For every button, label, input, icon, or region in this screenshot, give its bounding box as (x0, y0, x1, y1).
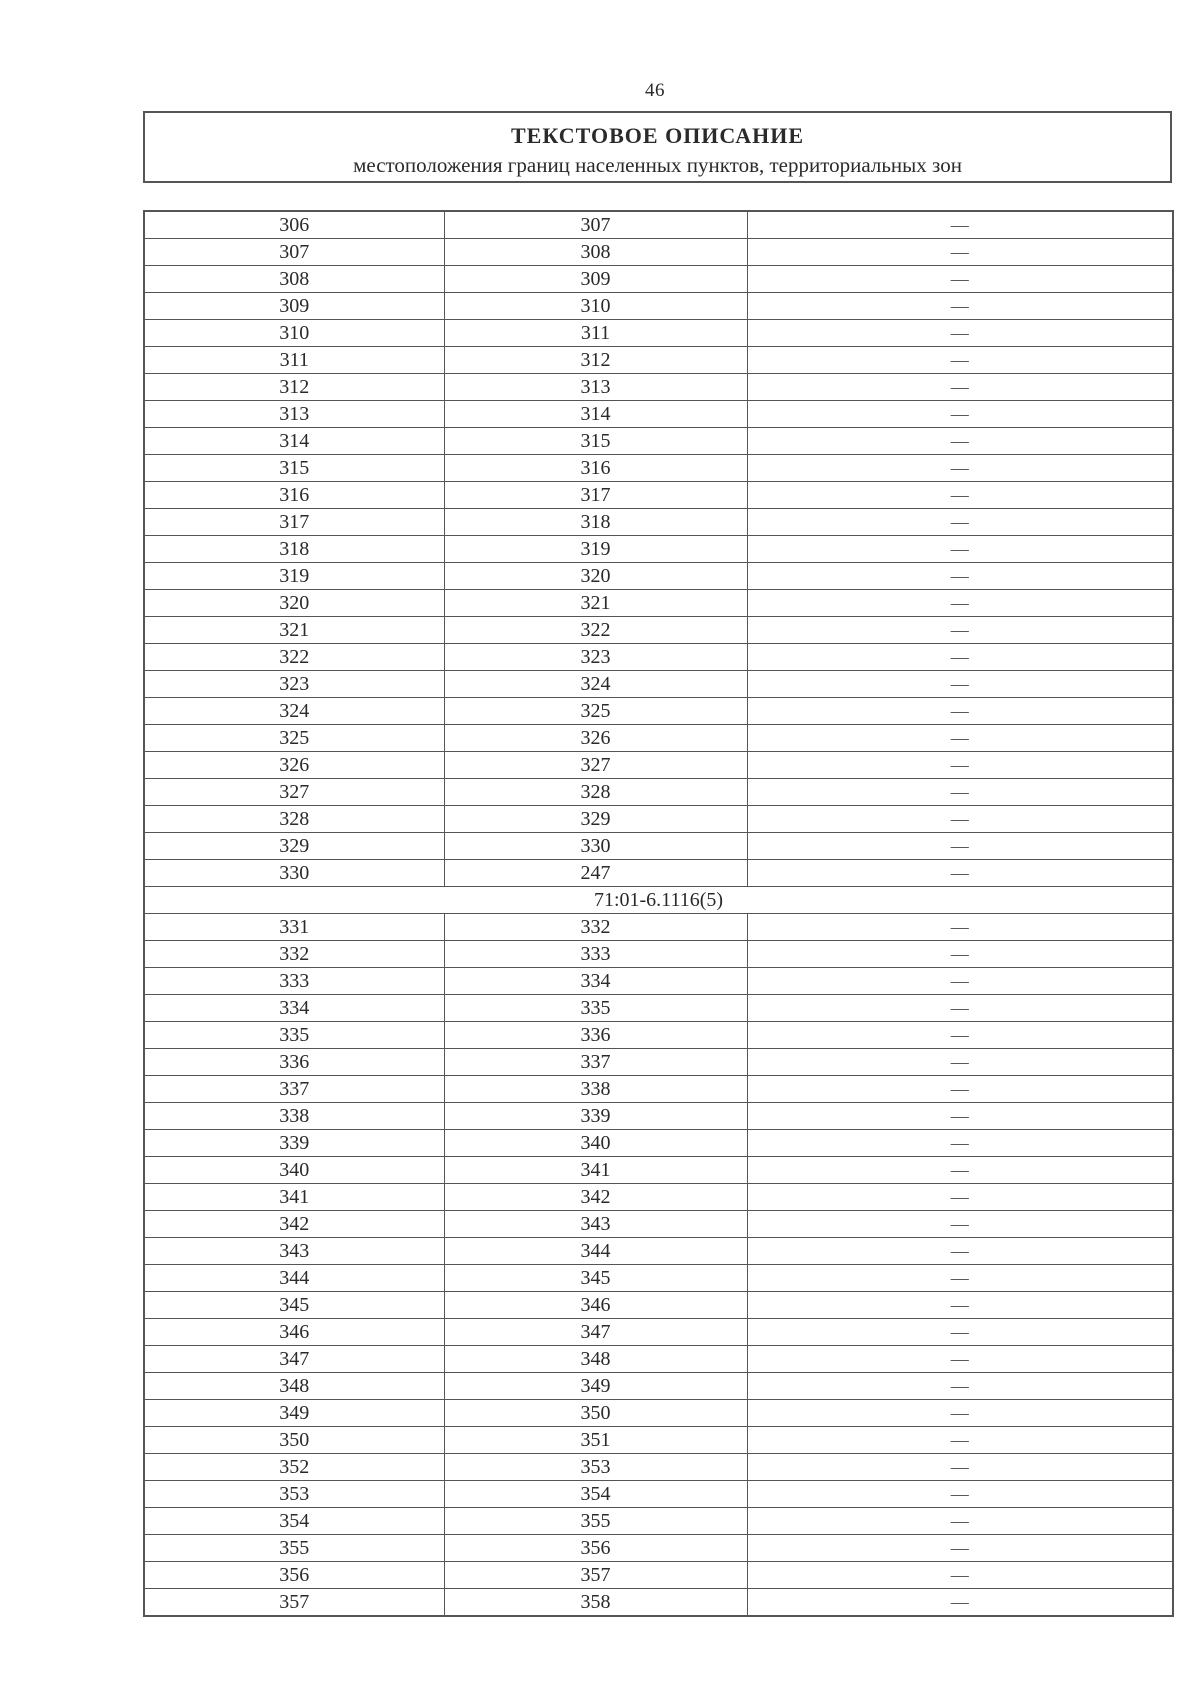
point-to-cell: 312 (444, 347, 747, 374)
point-from-cell: 308 (144, 266, 444, 293)
point-to-cell: 333 (444, 941, 747, 968)
point-from-cell: 352 (144, 1454, 444, 1481)
table-row (144, 698, 1173, 725)
description-cell: — (747, 698, 1173, 725)
table-row (144, 563, 1173, 590)
table-row (144, 806, 1173, 833)
boundary-points-table (143, 210, 1174, 1617)
point-from-cell: 318 (144, 536, 444, 563)
point-to-cell: 322 (444, 617, 747, 644)
point-from-cell: 353 (144, 1481, 444, 1508)
point-from-cell: 354 (144, 1508, 444, 1535)
point-from-cell: 311 (144, 347, 444, 374)
table-row (144, 347, 1173, 374)
table-row (144, 644, 1173, 671)
description-cell: — (747, 1562, 1173, 1589)
table-row (144, 1292, 1173, 1319)
description-cell: — (747, 779, 1173, 806)
description-cell: — (747, 1508, 1173, 1535)
point-from-cell: 340 (144, 1157, 444, 1184)
point-from-cell: 315 (144, 455, 444, 482)
point-to-cell: 349 (444, 1373, 747, 1400)
table-row (144, 239, 1173, 266)
point-from-cell: 310 (144, 320, 444, 347)
description-cell: — (747, 1211, 1173, 1238)
point-to-cell: 334 (444, 968, 747, 995)
table-row (144, 211, 1173, 239)
point-from-cell: 309 (144, 293, 444, 320)
description-cell: — (747, 293, 1173, 320)
point-from-cell: 356 (144, 1562, 444, 1589)
description-cell: — (747, 1130, 1173, 1157)
point-from-cell: 338 (144, 1103, 444, 1130)
point-to-cell: 326 (444, 725, 747, 752)
point-to-cell: 335 (444, 995, 747, 1022)
point-from-cell: 316 (144, 482, 444, 509)
point-from-cell: 319 (144, 563, 444, 590)
description-cell: — (747, 1373, 1173, 1400)
point-to-cell: 307 (444, 211, 747, 239)
description-cell: — (747, 1400, 1173, 1427)
point-to-cell: 342 (444, 1184, 747, 1211)
table-row (144, 1238, 1173, 1265)
document-header (143, 111, 1172, 183)
point-to-cell: 327 (444, 752, 747, 779)
table-row (144, 1211, 1173, 1238)
description-cell: — (747, 1589, 1173, 1617)
description-cell: — (747, 1184, 1173, 1211)
point-to-cell: 325 (444, 698, 747, 725)
table-row (144, 1184, 1173, 1211)
point-from-cell: 331 (144, 914, 444, 941)
description-cell: — (747, 374, 1173, 401)
table-row (144, 941, 1173, 968)
point-from-cell: 321 (144, 617, 444, 644)
table-row (144, 833, 1173, 860)
table-row (144, 266, 1173, 293)
description-cell: — (747, 968, 1173, 995)
description-cell: — (747, 671, 1173, 698)
description-cell: — (747, 482, 1173, 509)
table-row (144, 1022, 1173, 1049)
point-from-cell: 317 (144, 509, 444, 536)
table-row (144, 914, 1173, 941)
point-to-cell: 329 (444, 806, 747, 833)
point-from-cell: 320 (144, 590, 444, 617)
point-from-cell: 307 (144, 239, 444, 266)
table-row (144, 995, 1173, 1022)
table-row (144, 1076, 1173, 1103)
description-cell: — (747, 833, 1173, 860)
point-to-cell: 324 (444, 671, 747, 698)
description-cell: — (747, 509, 1173, 536)
table-row (144, 1454, 1173, 1481)
table-row (144, 536, 1173, 563)
point-to-cell: 315 (444, 428, 747, 455)
table-row (144, 725, 1173, 752)
description-cell: — (747, 1346, 1173, 1373)
point-from-cell: 343 (144, 1238, 444, 1265)
point-to-cell: 328 (444, 779, 747, 806)
point-from-cell: 347 (144, 1346, 444, 1373)
description-cell: — (747, 1265, 1173, 1292)
table-row (144, 779, 1173, 806)
point-to-cell: 332 (444, 914, 747, 941)
description-cell: — (747, 1076, 1173, 1103)
point-from-cell: 342 (144, 1211, 444, 1238)
description-cell: — (747, 1049, 1173, 1076)
point-to-cell: 319 (444, 536, 747, 563)
description-cell: — (747, 455, 1173, 482)
table-row (144, 1373, 1173, 1400)
description-cell: — (747, 1103, 1173, 1130)
point-to-cell: 317 (444, 482, 747, 509)
table-row (144, 509, 1173, 536)
point-from-cell: 332 (144, 941, 444, 968)
point-to-cell: 338 (444, 1076, 747, 1103)
point-to-cell: 345 (444, 1265, 747, 1292)
point-from-cell: 313 (144, 401, 444, 428)
point-to-cell: 348 (444, 1346, 747, 1373)
point-to-cell: 358 (444, 1589, 747, 1617)
point-to-cell: 323 (444, 644, 747, 671)
point-from-cell: 330 (144, 860, 444, 887)
point-from-cell: 325 (144, 725, 444, 752)
point-to-cell: 337 (444, 1049, 747, 1076)
table-row (144, 374, 1173, 401)
point-from-cell: 314 (144, 428, 444, 455)
page-number: 46 (645, 80, 665, 101)
point-to-cell: 330 (444, 833, 747, 860)
table-row (144, 1481, 1173, 1508)
table-row (144, 1589, 1173, 1617)
description-cell: — (747, 536, 1173, 563)
description-cell: — (747, 752, 1173, 779)
point-to-cell: 318 (444, 509, 747, 536)
point-from-cell: 339 (144, 1130, 444, 1157)
point-from-cell: 333 (144, 968, 444, 995)
point-to-cell: 347 (444, 1319, 747, 1346)
point-to-cell: 354 (444, 1481, 747, 1508)
table-row (144, 1049, 1173, 1076)
point-from-cell: 334 (144, 995, 444, 1022)
description-cell: — (747, 806, 1173, 833)
point-to-cell: 355 (444, 1508, 747, 1535)
description-cell: — (747, 1481, 1173, 1508)
point-from-cell: 350 (144, 1427, 444, 1454)
document-subtitle: местоположения границ населенных пунктов, территориальных зон (353, 153, 962, 177)
point-to-cell: 339 (444, 1103, 747, 1130)
description-cell: — (747, 860, 1173, 887)
table-row (144, 1562, 1173, 1589)
point-from-cell: 312 (144, 374, 444, 401)
description-cell: — (747, 401, 1173, 428)
point-from-cell: 323 (144, 671, 444, 698)
table-row (144, 1346, 1173, 1373)
point-to-cell: 309 (444, 266, 747, 293)
point-to-cell: 343 (444, 1211, 747, 1238)
table-row (144, 968, 1173, 995)
table-row (144, 671, 1173, 698)
point-from-cell: 328 (144, 806, 444, 833)
point-from-cell: 341 (144, 1184, 444, 1211)
point-from-cell: 326 (144, 752, 444, 779)
point-to-cell: 310 (444, 293, 747, 320)
table-row (144, 1103, 1173, 1130)
description-cell: — (747, 590, 1173, 617)
description-cell: — (747, 1427, 1173, 1454)
description-cell: — (747, 428, 1173, 455)
point-from-cell: 345 (144, 1292, 444, 1319)
table-row (144, 590, 1173, 617)
description-cell: — (747, 239, 1173, 266)
description-cell: — (747, 1454, 1173, 1481)
point-to-cell: 313 (444, 374, 747, 401)
point-from-cell: 324 (144, 698, 444, 725)
table-row (144, 860, 1173, 887)
point-to-cell: 344 (444, 1238, 747, 1265)
description-cell: — (747, 563, 1173, 590)
point-to-cell: 350 (444, 1400, 747, 1427)
table-row (144, 455, 1173, 482)
point-to-cell: 314 (444, 401, 747, 428)
description-cell: — (747, 914, 1173, 941)
table-row (144, 482, 1173, 509)
description-cell: — (747, 1022, 1173, 1049)
point-from-cell: 355 (144, 1535, 444, 1562)
point-from-cell: 327 (144, 779, 444, 806)
table-body (144, 211, 1173, 1616)
description-cell: — (747, 725, 1173, 752)
point-to-cell: 356 (444, 1535, 747, 1562)
point-to-cell: 341 (444, 1157, 747, 1184)
description-cell: — (747, 1292, 1173, 1319)
table-row (144, 320, 1173, 347)
point-from-cell: 336 (144, 1049, 444, 1076)
point-to-cell: 320 (444, 563, 747, 590)
point-to-cell: 346 (444, 1292, 747, 1319)
table-row (144, 428, 1173, 455)
point-to-cell: 308 (444, 239, 747, 266)
point-to-cell: 353 (444, 1454, 747, 1481)
table-row (144, 752, 1173, 779)
point-from-cell: 322 (144, 644, 444, 671)
table-row (144, 401, 1173, 428)
description-cell: — (747, 1238, 1173, 1265)
section-header-row (144, 887, 1173, 914)
point-from-cell: 349 (144, 1400, 444, 1427)
point-to-cell: 311 (444, 320, 747, 347)
table-row (144, 1130, 1173, 1157)
point-to-cell: 357 (444, 1562, 747, 1589)
point-from-cell: 335 (144, 1022, 444, 1049)
point-to-cell: 351 (444, 1427, 747, 1454)
section-label: 71:01-6.1116(5) (144, 887, 1173, 914)
point-from-cell: 329 (144, 833, 444, 860)
description-cell: — (747, 644, 1173, 671)
point-to-cell: 247 (444, 860, 747, 887)
point-from-cell: 306 (144, 211, 444, 239)
description-cell: — (747, 941, 1173, 968)
point-from-cell: 357 (144, 1589, 444, 1617)
table-row (144, 1535, 1173, 1562)
point-to-cell: 336 (444, 1022, 747, 1049)
description-cell: — (747, 320, 1173, 347)
table-row (144, 1427, 1173, 1454)
table-row (144, 1319, 1173, 1346)
description-cell: — (747, 995, 1173, 1022)
description-cell: — (747, 1535, 1173, 1562)
point-to-cell: 321 (444, 590, 747, 617)
table-row (144, 293, 1173, 320)
table-row (144, 1157, 1173, 1184)
point-from-cell: 344 (144, 1265, 444, 1292)
point-from-cell: 337 (144, 1076, 444, 1103)
description-cell: — (747, 1319, 1173, 1346)
point-to-cell: 340 (444, 1130, 747, 1157)
table-row (144, 1265, 1173, 1292)
description-cell: — (747, 347, 1173, 374)
description-cell: — (747, 211, 1173, 239)
table-row (144, 617, 1173, 644)
point-from-cell: 348 (144, 1373, 444, 1400)
boundary-table-container (143, 210, 1172, 1617)
description-cell: — (747, 1157, 1173, 1184)
table-row (144, 1400, 1173, 1427)
point-to-cell: 316 (444, 455, 747, 482)
description-cell: — (747, 617, 1173, 644)
document-title: ТЕКСТОВОЕ ОПИСАНИЕ (510, 123, 804, 148)
point-from-cell: 346 (144, 1319, 444, 1346)
description-cell: — (747, 266, 1173, 293)
table-row (144, 1508, 1173, 1535)
